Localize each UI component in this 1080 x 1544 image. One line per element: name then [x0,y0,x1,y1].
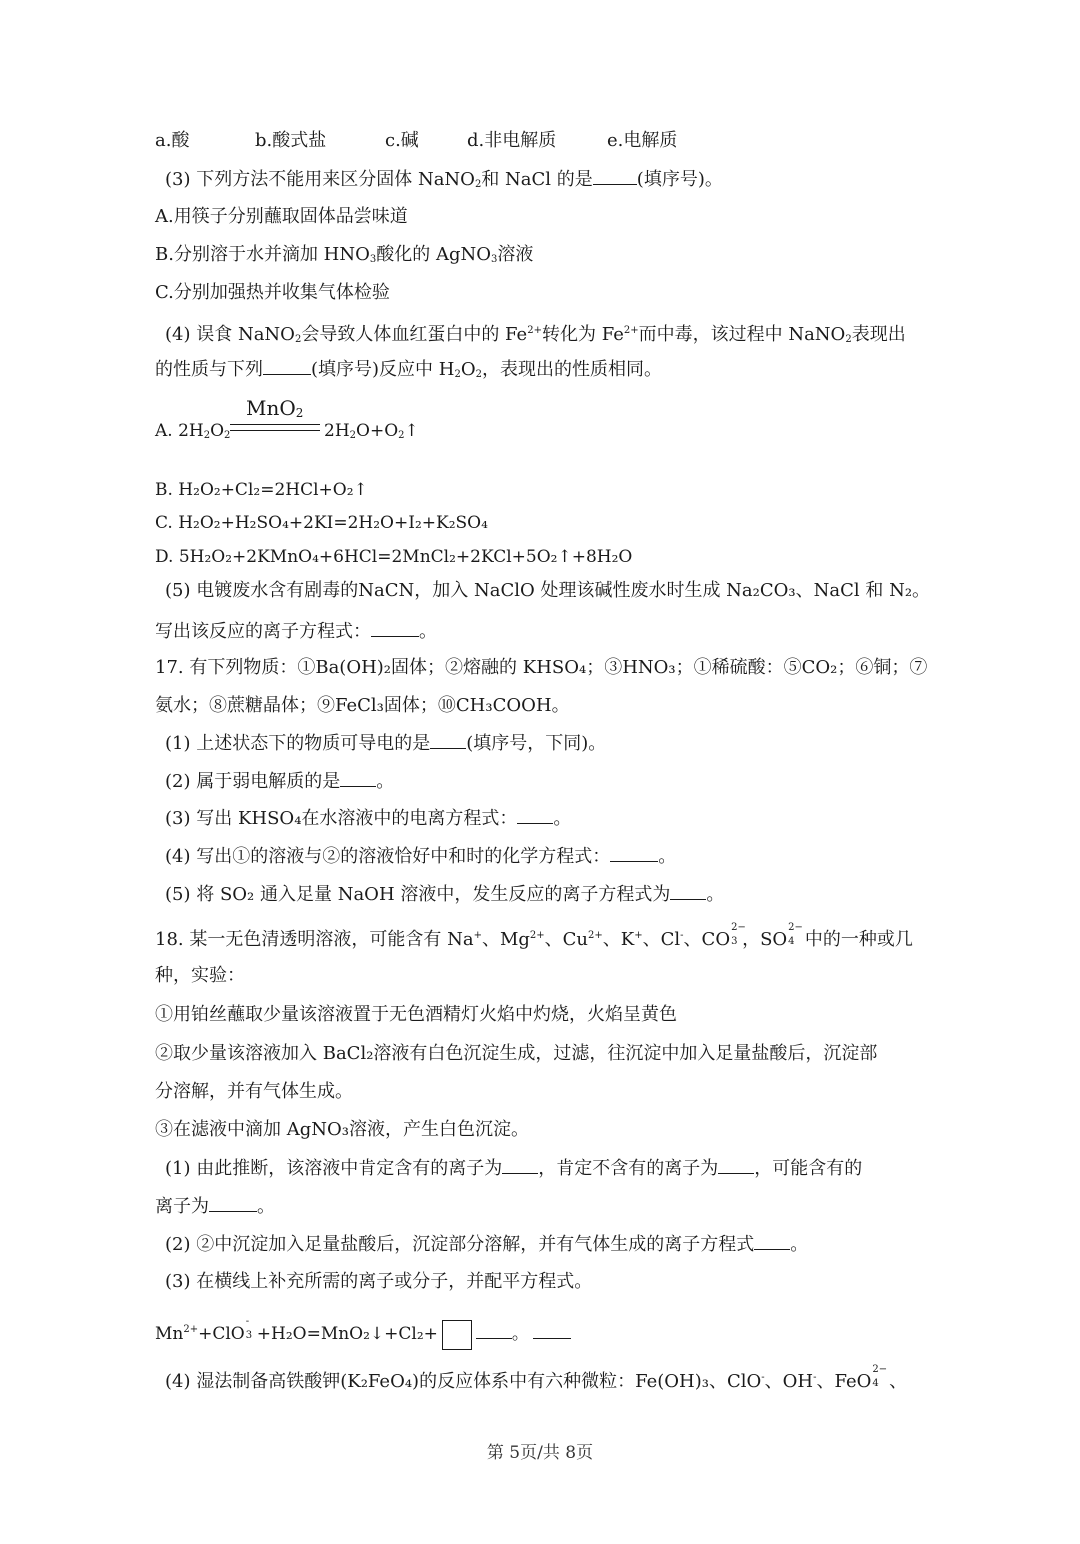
q16-part5-line2: 写出该反应的离子方程式： 。 [155,621,437,642]
rxn-c: C. H₂O₂+H₂SO₄+2KI=2H₂O+I₂+K₂SO₄ [155,513,488,533]
chlorate-charge: - 3 [245,1316,253,1341]
answer-blank [670,882,706,900]
option-a: a.酸 [155,130,190,151]
rxn-a-lhs: A. $2H_2O_2$ [155,421,231,441]
answer-blank [502,1156,538,1174]
rxn-b: B. H₂O₂+Cl₂=2HCl+O₂↑ [155,480,368,500]
q18-part1-line1: (1) 由此推断，该溶液中肯定含有的离子为 ，肯定不含有的离子为 ，可能含有的 [165,1158,863,1179]
page-number-footer: 第 5页/共 8页 [486,1443,594,1463]
rxn-a-equals-bar [230,424,320,431]
answer-blank [209,1194,257,1212]
carbonate-charge: 2− 3 [731,922,746,947]
answer-blank [610,844,658,862]
answer-blank [263,357,311,375]
option-c: c.碱 [385,130,419,151]
q18-experiment3: ③在滤液中滴加 AgNO₃溶液，产生白色沉淀。 [155,1119,529,1140]
answer-blank [533,1321,571,1339]
q16-part3-option-c: C.分别加强热并收集气体检验 [155,282,390,303]
q16-options-row [155,129,915,153]
q18-stem-line1: 18. 某一无色清透明溶液，可能含有 Na+、$Mg^{2+}$、$Cu^{2+}$、K+、Cl-、CO 2− 3 ，SO 2− 4 中的一种或几 [155,922,913,950]
q16-part3-question: (3) 下列方法不能用来区分固体 NaNO$_2$和 NaCl 的是 (填序号)。 [165,169,723,190]
answer-blank [593,167,637,185]
q16-part4-line2: 的性质与下列 (填序号)反应中 $H_2O_2$，表现出的性质相同。 [155,359,662,380]
answer-blank [754,1232,790,1250]
q18-experiment2-line2: 分溶解，并有气体生成。 [155,1081,353,1102]
q17-part1: (1) 上述状态下的物质可导电的是 (填序号，下同)。 [165,733,607,754]
ferrate-charge: 2− 4 [872,1364,888,1389]
answer-blank [718,1156,754,1174]
fill-in-box[interactable] [442,1320,472,1350]
option-b: b.酸式盐 [255,130,327,151]
answer-blank [476,1321,512,1339]
q17-part3: (3) 写出 KHSO₄在水溶液中的电离方程式： 。 [165,808,572,829]
q16-part3-option-b: B.分别溶于水并滴加 $HNO_3$酸化的 AgNO$_3$溶液 [155,244,534,265]
answer-blank [517,806,553,824]
option-e: e.电解质 [607,130,678,151]
q17-stem-line1: 17. 有下列物质：①Ba(OH)₂固体；②熔融的 KHSO₄；③HNO₃；①稀硫酸：⑤CO₂；⑥铜；⑦ [155,657,928,678]
rxn-d: D. 5H₂O₂+2KMnO₄+6HCl=2MnCl₂+2KCl+5O₂↑+8H₂O [155,547,633,567]
q16-part4-line1: (4) 误食 NaNO$_2$会导致人体血红蛋白中的 $Fe^{2+}$转化为 $Fe^{2+}$而中毒，该过程中 NaNO$_2$表现出 [165,324,906,345]
q18-stem-line2: 种，实验： [155,965,245,986]
q18-experiment2-line1: ②取少量该溶液加入 BaCl₂溶液有白色沉淀生成，过滤，往沉淀中加入足量盐酸后，沉淀部 [155,1043,878,1064]
q16-part5-line1: (5) 电镀废水含有剧毒的NaCN，加入 NaClO 处理该碱性废水时生成 Na₂CO₃、NaCl 和 N₂。 [165,580,931,601]
q18-part3: (3) 在横线上补充所需的离子或分子，并配平方程式。 [165,1271,593,1292]
q17-part2: (2) 属于弱电解质的是 。 [165,771,395,792]
q18-part4: (4) 湿法制备高铁酸钾(K₂FeO₄)的反应体系中有六种微粒：Fe(OH)₃、ClO-、OH-、FeO 2− 4 、 [165,1364,908,1392]
sulfate-charge: 2− 4 [788,922,803,947]
q16-part3-option-a: A.用筷子分别蘸取固体品尝味道 [155,206,408,227]
answer-blank [430,731,466,749]
q17-part5: (5) 将 SO₂ 通入足量 NaOH 溶液中，发生反应的离子方程式为 。 [165,884,725,905]
q17-part4: (4) 写出①的溶液与②的溶液恰好中和时的化学方程式： 。 [165,846,677,867]
rxn-a-condition: MnO$_2$ [246,396,304,420]
rxn-a-rhs: $2H_2O+O_2↑$ [324,421,419,441]
q17-stem-line2: 氨水；⑧蔗糖晶体；⑨FeCl₃固体；⑩CH₃COOH。 [155,695,570,716]
q18-part2: (2) ②中沉淀加入足量盐酸后，沉淀部分溶解，并有气体生成的离子方程式 。 [165,1234,809,1255]
answer-blank [371,619,419,637]
q18-part3-equation: $Mn^{2+}+ClO$ - 3 +H₂O=MnO₂↓+Cl₂+ 。 [155,1314,571,1346]
q18-experiment1: ①用铂丝蘸取少量该溶液置于无色酒精灯火焰中灼烧，火焰呈黄色 [155,1004,677,1025]
option-d: d.非电解质 [467,130,557,151]
q18-part1-line2: 离子为 。 [155,1196,275,1217]
answer-blank [340,769,376,787]
